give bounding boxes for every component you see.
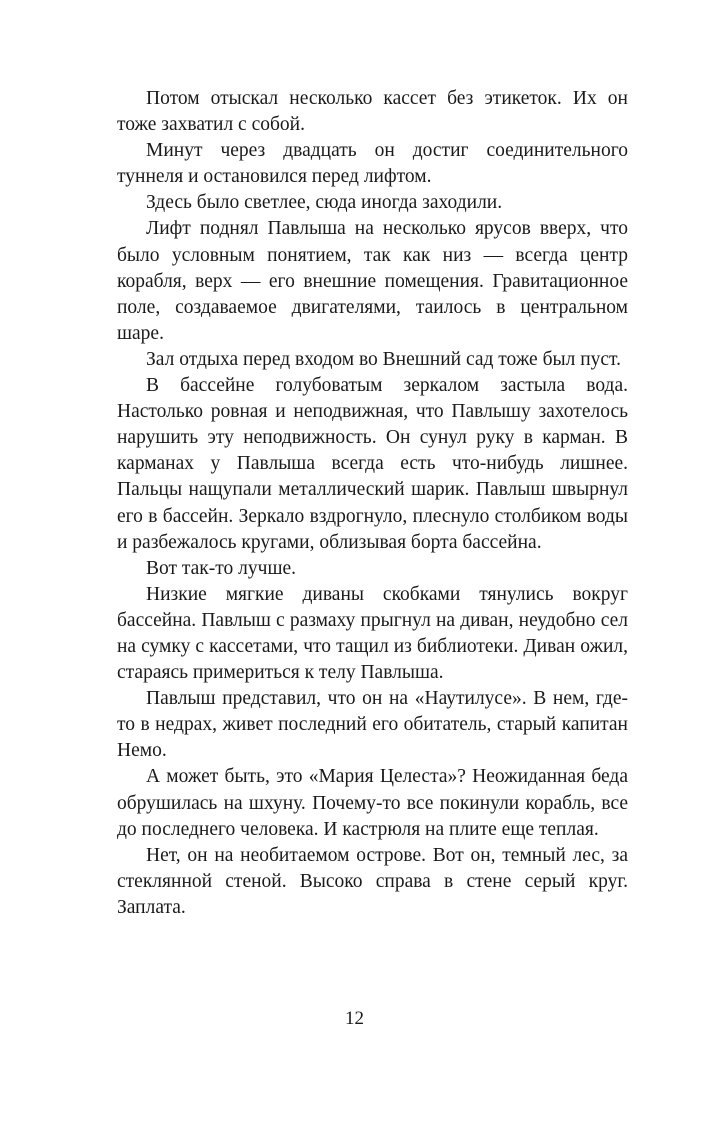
paragraph-3: Здесь было светлее, сюда иногда заходили. xyxy=(146,192,503,214)
page-number: 12 xyxy=(345,1008,364,1029)
paragraph-4: Лифт поднял Павлыша на несколько ярусов вверх, что было условным понятием, так как низ — всегда центр корабля, верх — его внешние помещения. Гравитационное поле, создаваемое двигателями, таилось в центральном шаре. xyxy=(117,218,628,344)
paragraph-6: В бассейне голубоватым зеркалом застыла вода. Настолько ровная и неподвижная, что Павлышу захотелось нарушить эту неподвижность. Он сунул руку в карман. В карманах у Павлыша всегда есть что-нибудь лишнее. Пальцы нащупали металлический шарик. Павлыш швырнул его в бассейн. Зеркало вздрогнуло, плеснуло столбиком воды и разбежалось кругами, облизывая борта бассейна. xyxy=(117,375,628,553)
paragraph-1: Потом отыскал несколько кассет без этикеток. Их он тоже захватил с собой. xyxy=(117,88,628,136)
page-body xyxy=(117,86,628,921)
paragraph-2: Минут через двадцать он достиг соединительного туннеля и остановился перед лифтом. xyxy=(117,140,628,188)
paragraph-9: Павлыш представил, что он на «Наутилусе». В нем, где-то в недрах, живет последний его обитатель, старый капитан Немо. xyxy=(117,688,628,762)
paragraph-5: Зал отдыха перед входом во Внешний сад тоже был пуст. xyxy=(146,348,621,370)
paragraph-10: А может быть, это «Мария Целеста»? Неожиданная беда обрушилась на шхуну. Почему-то все покинули корабль, все до последнего человека. И кастрюля на плите еще теплая. xyxy=(117,766,628,840)
paragraph-8: Низкие мягкие диваны скобками тянулись вокруг бассейна. Павлыш с размаху прыгнул на диван, неудобно сел на сумку с кассетами, что тащил из библиотеки. Диван ожил, стараясь примериться к телу Павлыша. xyxy=(117,583,628,684)
paragraph-7: Вот так-то лучше. xyxy=(146,557,297,579)
paragraph-11: Нет, он на необитаемом острове. Вот он, темный лес, за стеклянной стеной. Высоко справа в стене серый круг. Заплата. xyxy=(117,844,628,918)
